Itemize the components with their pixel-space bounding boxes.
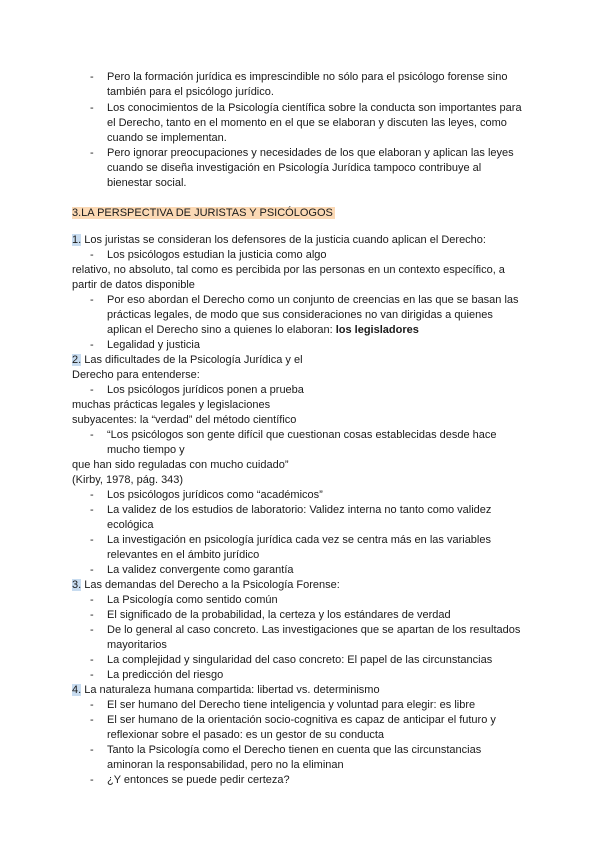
bullet-dash: - (90, 594, 94, 606)
bullet-text: Por eso abordan el Derecho como un conjunto de creencias en las que se basan las (107, 294, 519, 306)
bullet-text: reflexionar sobre el pasado: es un gestor de su conducta (107, 729, 385, 741)
bullet-dash: - (90, 339, 94, 351)
bullet-dash: - (90, 534, 94, 546)
paragraph-line: que han sido reguladas con mucho cuidado” (72, 459, 289, 471)
bullet-text: aplican el Derecho sino a quienes lo elaboran: los legisladores (107, 324, 419, 336)
bullet-text: “Los psicólogos son gente difícil que cuestionan cosas establecidas desde hace (107, 429, 497, 441)
paragraph-line: muchas prácticas legales y legislaciones (72, 399, 271, 411)
paragraph-line: subyacentes: la “verdad” del método científico (72, 414, 297, 426)
bullet-text: El ser humano del Derecho tiene inteligencia y voluntad para elegir: es libre (107, 699, 476, 711)
bullet-dash: - (90, 71, 94, 83)
bullet-text: aminoran la responsabilidad, pero no la eliminan (107, 759, 344, 771)
bullet-text: La Psicología como sentido común (107, 594, 278, 606)
bullet-dash: - (90, 489, 94, 501)
bullet-text: cuando se diseña investigación en Psicología Jurídica tampoco contribuye al (107, 162, 482, 174)
bullet-text: Los conocimientos de la Psicología científica sobre la conducta son importantes para (107, 102, 522, 114)
bullet-dash: - (90, 669, 94, 681)
bullet-text: La investigación en psicología jurídica cada vez se centra más en las variables (107, 534, 491, 546)
bullet-dash: - (90, 624, 94, 636)
bullet-text: De lo general al caso concreto. Las investigaciones que se apartan de los resultados (107, 624, 521, 636)
section-1-title: 1. Los juristas se consideran los defensores de la justicia cuando aplican el Derecho: (72, 234, 486, 246)
bullet-text: prácticas legales, de modo que sus consideraciones no van dirigidas a quienes (107, 309, 493, 321)
bullet-dash: - (90, 429, 94, 441)
bullet-dash: - (90, 654, 94, 666)
bullet-text: La validez convergente como garantía (107, 564, 294, 576)
bullet-text: Los psicólogos estudian la justicia como algo (107, 249, 327, 261)
bullet-text: Pero la formación jurídica es imprescindible no sólo para el psicólogo forense sino (107, 71, 508, 83)
bullet-dash: - (90, 249, 94, 261)
bullet-dash: - (90, 102, 94, 114)
bullet-text: mayoritarios (107, 639, 167, 651)
bullet-text: el Derecho, tanto en el momento en el que se elaboran y discuten las leyes, como (107, 117, 507, 129)
bullet-text: El significado de la probabilidad, la certeza y los estándares de verdad (107, 609, 451, 621)
section-3-title: 3. Las demandas del Derecho a la Psicología Forense: (72, 579, 340, 591)
bullet-text: Los psicólogos jurídicos ponen a prueba (107, 384, 304, 396)
section-heading (72, 204, 335, 222)
bullet-text: relevantes en el ámbito jurídico (107, 549, 260, 561)
bullet-dash: - (90, 609, 94, 621)
section-number: 4. (72, 684, 82, 696)
bullet-dash: - (90, 774, 94, 786)
bullet-text: ecológica (107, 519, 154, 531)
section-heading-text: 3.LA PERSPECTIVA DE JURISTAS Y PSICÓLOGOS (72, 207, 333, 219)
bullet-dash: - (90, 744, 94, 756)
bullet-dash: - (90, 147, 94, 159)
paragraph-line: relativo, no absoluto, tal como es percibida por las personas en un contexto específico, a (72, 264, 505, 276)
bullet-text: también para el psicólogo jurídico. (107, 86, 274, 98)
section-number: 3. (72, 579, 82, 591)
bullet-dash: - (90, 504, 94, 516)
bullet-dash: - (90, 294, 94, 306)
bold-term: los legisladores (335, 324, 419, 336)
bullet-dash: - (90, 714, 94, 726)
section-number: 2. (72, 354, 82, 366)
bullet-text: cuando se implementan. (107, 132, 227, 144)
bullet-text: Tanto la Psicología como el Derecho tienen en cuenta que las circunstancias (107, 744, 482, 756)
bullet-dash: - (90, 699, 94, 711)
paragraph-line: Derecho para entenderse: (72, 369, 200, 381)
section-4-title: 4. La naturaleza humana compartida: libertad vs. determinismo (72, 684, 380, 696)
bullet-text: Los psicólogos jurídicos como “académicos” (107, 489, 323, 501)
bullet-text: Legalidad y justicia (107, 339, 200, 351)
bullet-text: mucho tiempo y (107, 444, 185, 456)
bullet-dash: - (90, 384, 94, 396)
bullet-text: ¿Y entonces se puede pedir certeza? (107, 774, 290, 786)
bullet-text: La complejidad y singularidad del caso concreto: El papel de las circunstancias (107, 654, 493, 666)
bullet-dash: - (90, 564, 94, 576)
bullet-text: La validez de los estudios de laboratorio: Validez interna no tanto como validez (107, 504, 492, 516)
section-number: 1. (72, 234, 82, 246)
bullet-text: Pero ignorar preocupaciones y necesidades de los que elaboran y aplican las leyes (107, 147, 514, 159)
bullet-text: La predicción del riesgo (107, 669, 224, 681)
bullet-text: El ser humano de la orientación socio-cognitiva es capaz de anticipar el futuro y (107, 714, 496, 726)
bullet-text: bienestar social. (107, 177, 187, 189)
section-2-title: 2. Las dificultades de la Psicología Jurídica y el (72, 354, 303, 366)
citation: (Kirby, 1978, pág. 343) (72, 474, 184, 486)
paragraph-line: partir de datos disponible (72, 279, 195, 291)
